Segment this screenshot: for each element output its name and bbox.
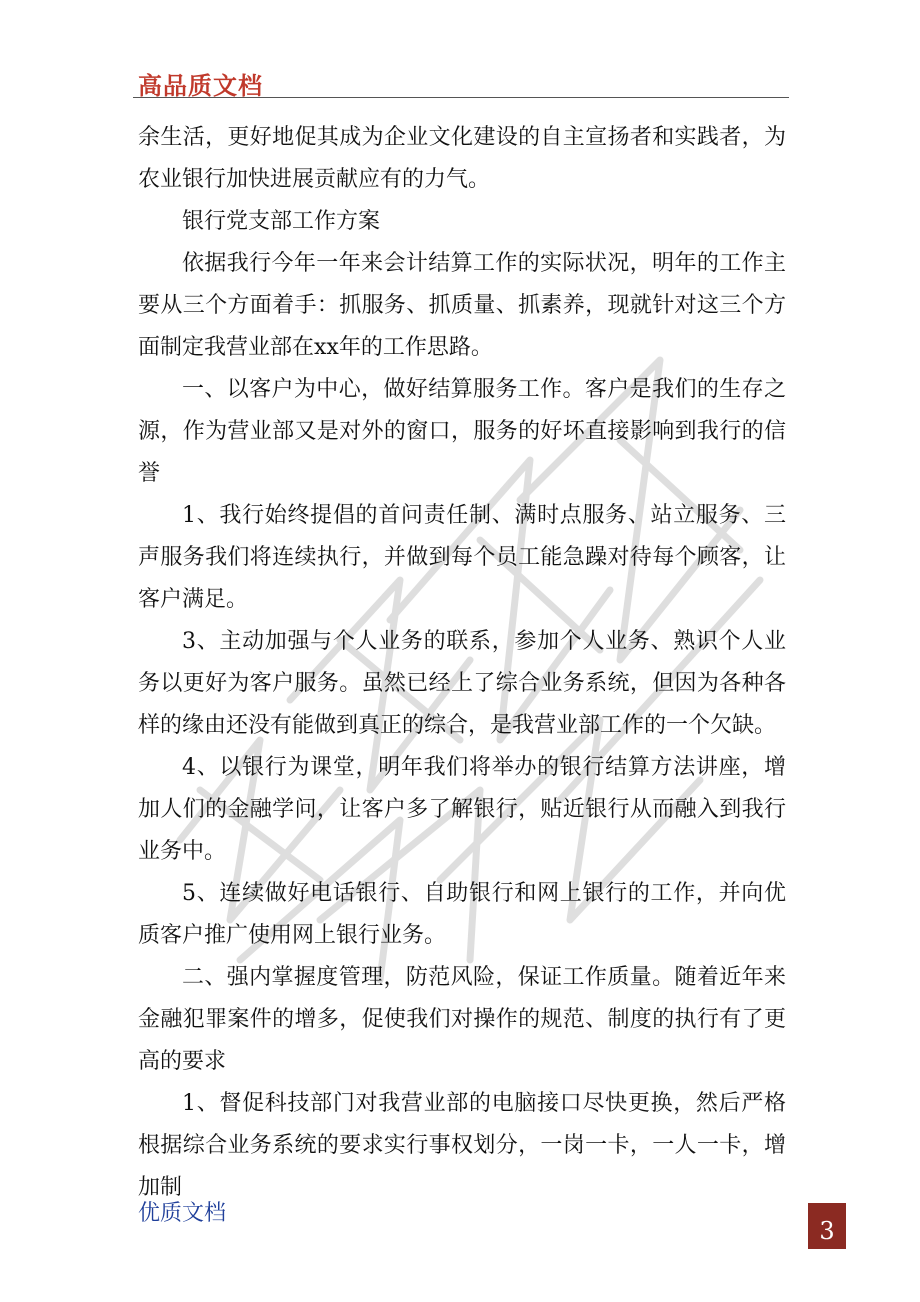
page-number: 3: [819, 1217, 835, 1245]
paragraph: 5、连续做好电话银行、自助银行和网上银行的工作，并向优质客户推广使用网上银行业务。: [138, 881, 786, 948]
paragraph: 4、以银行为课堂，明年我们将举办的银行结算方法讲座，增加人们的金融学问，让客户多了解银行，贴近银行从而融入到我行业务中。: [138, 755, 786, 864]
section-heading: 银行党支部工作方案: [182, 209, 381, 234]
header-title: 高品质文档: [138, 72, 263, 100]
paragraph: 1、督促科技部门对我营业部的电脑接口尽快更换，然后严格根据综合业务系统的要求实行事权划分，一岗一卡，一人一卡，增加制: [138, 1091, 786, 1200]
paragraph: 1、我行始终提倡的首问责任制、满时点服务、站立服务、三声服务我们将连续执行，并做到每个员工能急躁对待每个顾客，让客户满足。: [138, 503, 786, 612]
header-divider: [133, 97, 789, 98]
paragraph: 一、以客户为中心，做好结算服务工作。客户是我们的生存之源，作为营业部又是对外的窗口，服务的好坏直接影响到我行的信誉: [138, 377, 786, 486]
paragraph: 二、强内掌握度管理，防范风险，保证工作质量。随着近年来金融犯罪案件的增多，促使我们对操作的规范、制度的执行有了更高的要求: [138, 965, 786, 1074]
footer-title: 优质文档: [138, 1201, 227, 1226]
paragraph: 3、主动加强与个人业务的联系，参加个人业务、熟识个人业务以更好为客户服务。虽然已经上了综合业务系统，但因为各种各样的缘由还没有能做到真正的综合，是我营业部工作的一个欠缺。: [138, 629, 786, 738]
page-number-badge: [808, 1203, 846, 1249]
document-body: [138, 117, 786, 1209]
paragraph: 依据我行今年一年来会计结算工作的实际状况，明年的工作主要从三个方面着手：抓服务、抓质量、抓素养，现就针对这三个方面制定我营业部在xx年的工作思路。: [138, 251, 786, 360]
paragraph: 余生活，更好地促其成为企业文化建设的自主宣扬者和实践者，为农业银行加快进展贡献应有的力气。: [138, 125, 786, 192]
